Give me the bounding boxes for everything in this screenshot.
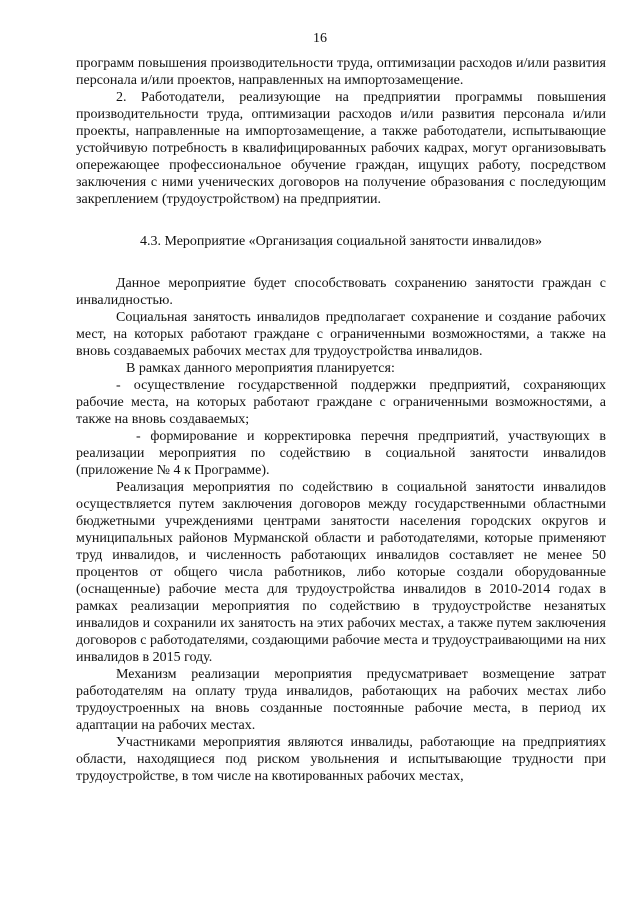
list-item-support: - осуществление государственной поддержки предприятий, сохраняющих рабочие места, на которых работают граждане с ограниченными возможностями, а также на вновь создаваемых; — [76, 378, 606, 427]
list-item-list-formation: - формирование и корректировка перечня предприятий, участвующих в реализации мероприятия по содействию в социальной занятости инвалидов (приложение № 4 к Программе). — [76, 429, 606, 478]
document-body — [76, 55, 606, 785]
paragraph-employers: 2. Работодатели, реализующие на предприятии программы повышения производительности труда, оптимизации расходов и/или развития персонала и/или проекты, направленные на импортозамещение, а также работодатели, испытывающие устойчивую потребность в квалифицированных рабочих кадрах, могут организовывать опережающее профессиональное обучение граждан, ищущих работу, посредством заключения с ними ученических договоров на получение образования с последующим закреплением (трудоустройством) на предприятии. — [76, 90, 606, 207]
section-heading: 4.3. Мероприятие «Организация социальной занятости инвалидов» — [139, 234, 543, 249]
paragraph-intro: Данное мероприятие будет способствовать сохранению занятости граждан с инвалидностью. — [76, 276, 606, 308]
page-number: 16 — [313, 31, 327, 46]
paragraph-continuation: программ повышения производительности труда, оптимизации расходов и/или развития персонала и/или проектов, направленных на импортозамещение. — [76, 56, 606, 88]
paragraph-planned: В рамках данного мероприятия планируется: — [126, 361, 395, 376]
paragraph-mechanism: Механизм реализации мероприятия предусматривает возмещение затрат работодателям на оплату труда инвалидов, работающих на рабочих местах либо трудоустроенных на вновь созданные постоянные рабочие места, в период их адаптации на рабочих местах. — [76, 667, 606, 733]
paragraph-participants: Участниками мероприятия являются инвалиды, работающие на предприятиях области, находящиеся под риском увольнения и испытывающие трудности при трудоустройстве, в том числе на квотированных рабочих местах, — [76, 735, 606, 784]
paragraph-social-employment: Социальная занятость инвалидов предполагает сохранение и создание рабочих мест, на которых работают граждане с ограниченными возможностями, а также на вновь создаваемых рабочих местах для трудоустройства инвалидов. — [76, 310, 606, 359]
paragraph-implementation: Реализация мероприятия по содействию в социальной занятости инвалидов осуществляется путем заключения договоров между государственными областными бюджетными учреждениями центрами занятости населения городских округов и муниципальных районов Мурманской области и работодателями, которые применяют труд инвалидов, и численность работающих инвалидов составляет не менее 50 процентов от общего числа работников, либо которые создали оборудованные (оснащенные) рабочие места для трудоустройства инвалидов в 2010-2014 годах в рамках реализации мероприятия по содействию в трудоустройстве незанятых инвалидов и сохранили их занятость на этих рабочих местах, а также путем заключения договоров с работодателями, создающими рабочие места и трудоустраивающими на них инвалидов в 2015 году. — [76, 480, 606, 665]
